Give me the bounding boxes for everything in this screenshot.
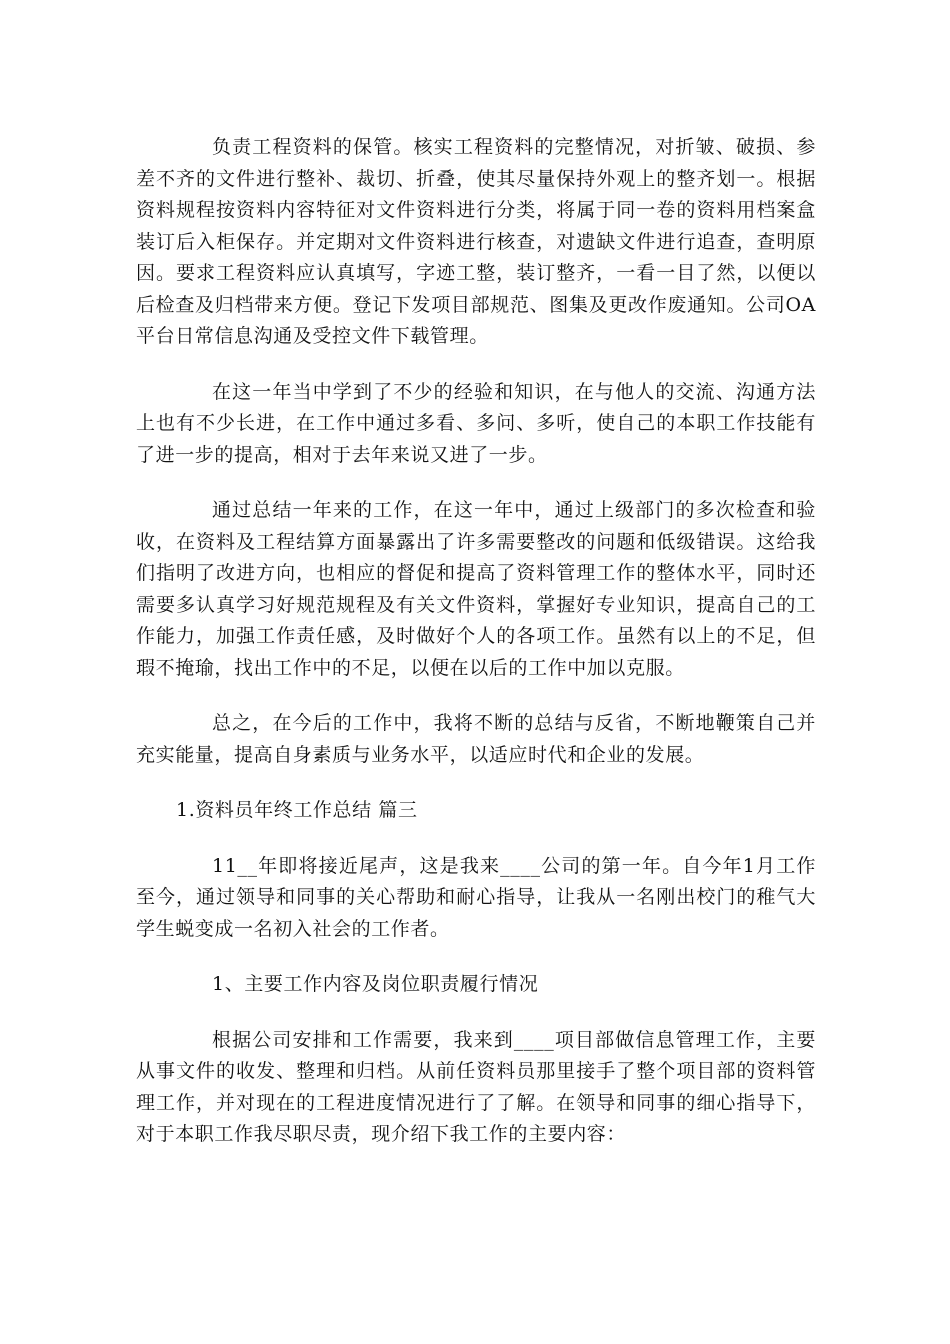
paragraph-archive-duties: 负责工程资料的保管。核实工程资料的完整情况，对折皱、破损、参差不齐的文件进行整补、裁切、折叠，使其尽量保持外观上的整齐划一。根据资料规程按资料内容特征对文件资料进行分类，将属于同一卷的资料用档案盒装订后入柜保存。并定期对文件资料进行核查，对遗缺文件进行追查，查明原因。要求工程资料应认真填写，字迹工整，装订整齐，一看一目了然，以便以后检查及归档带来方便。登记下发项目部规范、图集及更改作废通知。公司OA平台日常信息沟通及受控文件下载管理。 [136, 136, 816, 347]
document-body [136, 132, 816, 1175]
paragraph-year-intro: 11__年即将接近尾声，这是我来____公司的第一年。自今年1月工作至今，通过领导和同事的关心帮助和耐心指导，让我从一名刚出校门的稚气大学生蜕变成一名初入社会的工作者。 [136, 854, 816, 940]
paragraph-inspection-summary: 通过总结一年来的工作，在这一年中，通过上级部门的多次检查和验收，在资料及工程结算方面暴露出了许多需要整改的问题和低级错误。这给我们指明了改进方向，也相应的督促和提高了资料管理工作的整体水平，同时还需要多认真学习好规范规程及有关文件资料，掌握好专业知识，提高自己的工作能力，加强工作责任感，及时做好个人的各项工作。虽然有以上的不足，但瑕不掩瑜，找出工作中的不足，以便在以后的工作中加以克服。 [136, 499, 816, 679]
paragraph-conclusion: 总之，在今后的工作中，我将不断的总结与反省，不断地鞭策自己并充实能量，提高自身素质与业务水平，以适应时代和企业的发展。 [136, 712, 816, 766]
subheading-main-work: 1、主要工作内容及岗位职责履行情况 [212, 973, 539, 995]
paragraph-learning-progress: 在这一年当中学到了不少的经验和知识，在与他人的交流、沟通方法上也有不少长进，在工作中通过多看、多问、多听，使自己的本职工作技能有了进一步的提高，相对于去年来说又进了一步。 [136, 380, 816, 466]
paragraph-work-content: 根据公司安排和工作需要，我来到____项目部做信息管理工作，主要从事文件的收发、整理和归档。从前任资料员那里接手了整个项目部的资料管理工作，并对现在的工程进度情况进行了了解。在领导和同事的细心指导下，对于本职工作我尽职尽责，现介绍下我工作的主要内容： [136, 1028, 816, 1145]
section-heading-part-three: 1.资料员年终工作总结 篇三 [176, 799, 418, 821]
